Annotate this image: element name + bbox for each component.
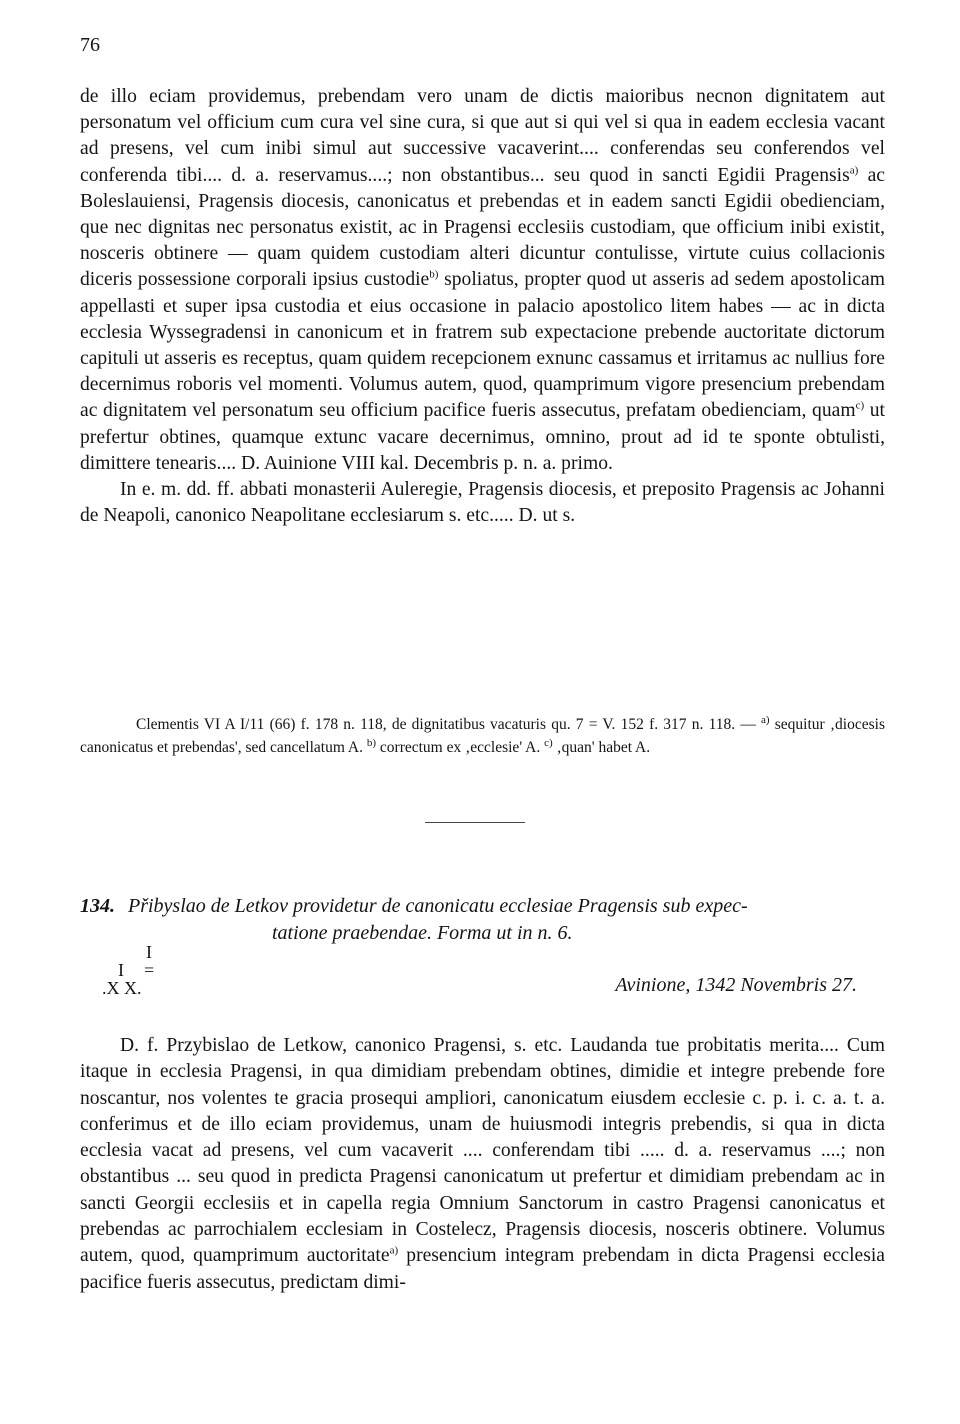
footnotes [80,713,885,759]
text-run: ut prefertur obtines, quamque extunc vacare decernimus, omnino, prout ad id te sponte obtulisti, dimittere tenearis.... D. Auinione VIII kal. Decembris p. n. a. primo. [80,400,885,474]
mark-bottom: .X X. [102,978,142,998]
entry-paragraph [80,1033,885,1296]
footnote-ref-c: c) [855,399,865,412]
paragraph-2: In e. m. dd. ff. abbati monasterii Auleregie, Pragensis diocesis, et preposito Pragensis ac Johanni de Neapoli, canonico Neapolitane ecclesiarum s. etc..... D. ut s. [80,479,885,527]
entry-number: 134. [80,895,115,917]
text-run: spoliatus, propter quod ut asseris ad sedem apostolicam appellasti et super ipsa custodia et eius occasione in palacio apostolico litem habes — ac in dicta ecclesia Wyssegradensi in canonicum et in fratrem sub expectacione prebende auctoritate dictorum capituli ut asseris es receptus, quam quidem recepcionem exnunc cassamus et irritamus ac nullius fore decernimus roboris vel momenti. Volumus autem, quod, quamprimum vigore presencium prebendam ac dignitatem vel personatum seu officium pacifice fueris assecutus, prefatam obedienciam, quam [80,269,885,422]
footnote-text [80,713,885,759]
footnote-ref-b: b) [429,268,439,281]
document-page [80,0,885,1424]
entry-text [80,1033,885,1296]
register-mark [88,942,208,1022]
text-run: ac Boleslauiensi, Pragensis diocesis, canonicatus et prebendas et in eadem sancti Egidii obedienciam, que nec dignitas nec personatus existit, ac in Pragensi ecclesiis custodiam, que officium inibi existit, nosceris obtinere — quam quidem custodiam alteri dicuntur contulisse, virtute cuius collacionis diceris possessione corporali ipsius custodie [80,164,885,291]
paragraph-1 [80,84,885,477]
mark-top: I [146,942,152,962]
entry-heading [80,893,885,947]
page-number: 76 [80,34,100,56]
main-text [80,84,885,529]
footnote-ref-a: a) [849,164,859,177]
note-run: ‚quan' habet A. [552,739,651,756]
place-date: Avinione, 1342 Novembris 27. [615,974,857,996]
entry-title-line-1: Přibyslao de Letkov providetur de canonicatu ecclesiae Pragensis sub expec- [128,895,748,917]
note-run: sequitur ‚diocesis canonicatus et prebendas', sed cancellatum A. [80,716,885,756]
entry-title-line-2: tatione praebendae. Forma ut in n. 6. [272,922,573,944]
text-run: de illo eciam providemus, prebendam vero unam de dictis maioribus necnon dignitatem aut personatum vel officium cum cura vel sine cura, si que aut si qui vel si qua in eadem ecclesia vacant ad presens, vel cum inibi simul aut successive vacaverint.... conferendas seu conferendos vel conferenda tibi.... d. a. reservamus....; non obstantibus... seu quod in sancti Egidii Pragensis [80,86,885,186]
note-ref-c: c) [544,736,553,749]
mark-mid-right: = [144,960,155,980]
text-run: presencium integram prebendam in dicta Pragensi ecclesia pacifice fueris assecutus, predictam dimi- [80,1245,885,1293]
note-run: correctum ex ‚ecclesie' A. [376,739,545,756]
mark-mid-left: I [118,960,124,980]
note-run: Clementis VI A I/11 (66) f. 178 n. 118, de dignitatibus vacaturis qu. 7 = V. 152 f. 317 n. 118. — [136,716,762,733]
text-run: D. f. Przybislao de Letkow, canonico Pragensi, s. etc. Laudanda tue probitatis merita.... Cum itaque in ecclesia Pragensi, in qua dimidiam prebendam obtines, dimidie et integre prebende fore noscantur, nos volentes te gracia prosequi ampliori, canonicatum eiusdem ecclesie c. p. i. c. a. t. a. conferimus et de illo eciam providemus, unam de huiusmodi integris prebendis, si qua in dicta ecclesia vacat ad presens, vel cum vacaverit .... conferendam tibi ..... d. a. reservamus ....; non obstantibus ... seu quod in predicta Pragensi canonicatum ut prefertur et dimidiam prebendam ac in sancti Georgii ecclesiis et in capella regia Omnium Sanctorum in castro Pragensi canonicatus et prebendas ac parrochialem ecclesiam in Costelecz, Pragensis diocesis, nosceris obtinere. Volumus autem, quod, quamprimum auctoritate [80,1035,885,1267]
note-ref-a: a) [761,713,770,726]
footnote-ref-a: a) [389,1244,399,1257]
section-divider [425,822,525,823]
note-ref-b: b) [366,736,377,749]
